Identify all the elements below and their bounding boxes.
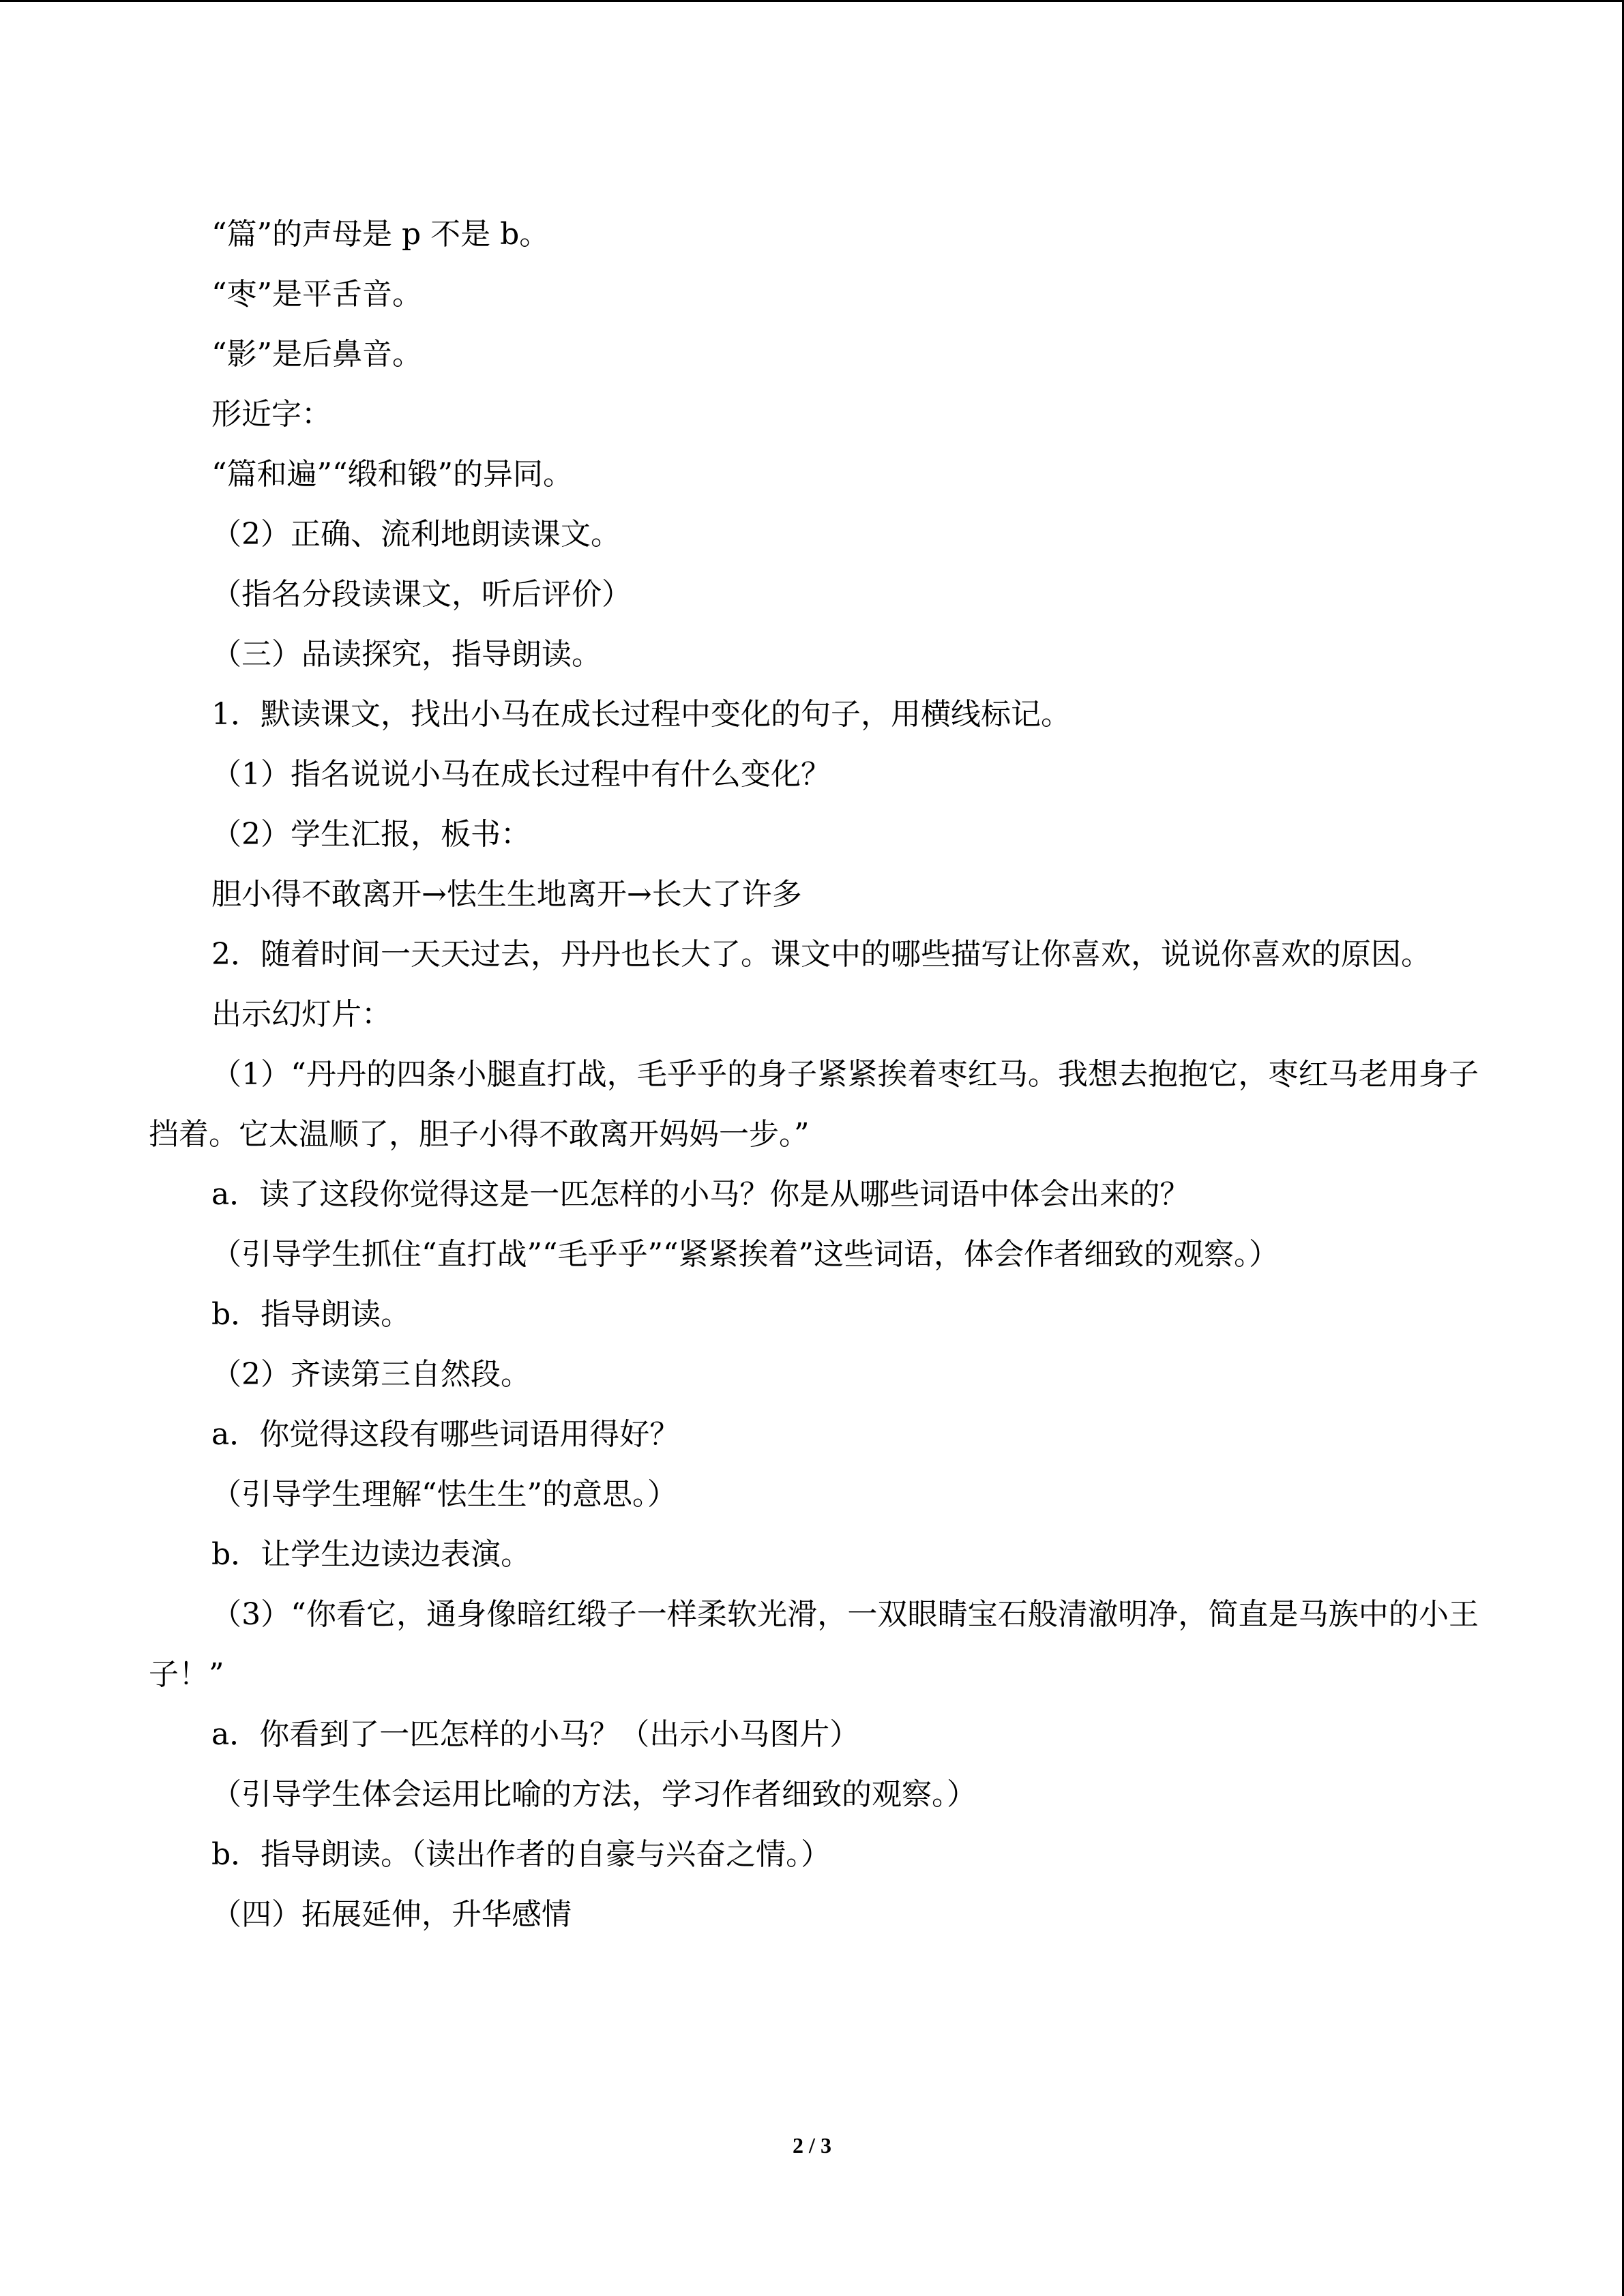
paragraph: 形近字：: [211, 397, 331, 432]
paragraph: b．让学生边读边表演。: [211, 1537, 531, 1572]
paragraph: a．你觉得这段有哪些词语用得好？: [211, 1417, 680, 1452]
document-body: [149, 205, 1479, 1945]
paragraph: （3）“你看它，通身像暗红缎子一样柔软光滑，一双眼睛宝石般清澈明净，简直是马族中的小王子！”: [149, 1597, 1479, 1692]
paragraph: （指名分段读课文，听后评价）: [211, 577, 632, 612]
section-heading: （三）品读探究，指导朗读。: [211, 637, 602, 672]
paragraph: （1）指名说说小马在成长过程中有什么变化？: [211, 757, 831, 792]
page-number: 2 / 3: [793, 2133, 831, 2158]
paragraph: （引导学生理解“怯生生”的意思。）: [211, 1477, 677, 1512]
paragraph: “枣”是平舌音。: [211, 277, 422, 312]
paragraph: （1）“丹丹的四条小腿直打战，毛乎乎的身子紧紧挨着枣红马。我想去抱抱它，枣红马老用身子挡着。它太温顺了，胆子小得不敢离开妈妈一步。”: [149, 1057, 1479, 1152]
paragraph: 出示幻灯片：: [211, 997, 392, 1032]
paragraph: “篇”的声母是 p 不是 b。: [211, 217, 550, 252]
paragraph: a．读了这段你觉得这是一匹怎样的小马？你是从哪些词语中体会出来的？: [211, 1177, 1190, 1212]
paragraph: （引导学生体会运用比喻的方法，学习作者细致的观察。）: [211, 1777, 977, 1812]
paragraph: 胆小得不敢离开→怯生生地离开→长大了许多: [211, 877, 802, 912]
paragraph: （2）齐读第三自然段。: [211, 1357, 531, 1392]
paragraph: （2）正确、流利地朗读课文。: [211, 517, 621, 552]
paragraph: a．你看到了一匹怎样的小马？（出示小马图片）: [211, 1717, 860, 1752]
paragraph: b．指导朗读。: [211, 1297, 411, 1332]
page-top-border: [0, 0, 1624, 2]
paragraph: （2）学生汇报，板书：: [211, 817, 531, 852]
paragraph: b．指导朗读。（读出作者的自豪与兴奋之情。）: [211, 1837, 831, 1872]
paragraph: “影”是后鼻音。: [211, 337, 422, 372]
paragraph: “篇和遍”“缎和锻”的异同。: [211, 457, 573, 492]
section-heading: （四）拓展延伸，升华感情: [211, 1897, 572, 1932]
paragraph: 2．随着时间一天天过去，丹丹也长大了。课文中的哪些描写让你喜欢，说说你喜欢的原因。: [211, 937, 1431, 972]
paragraph: （引导学生抓住“直打战”“毛乎乎”“紧紧挨着”这些词语，体会作者细致的观察。）: [211, 1237, 1279, 1272]
paragraph: 1．默读课文，找出小马在成长过程中变化的句子，用横线标记。: [211, 697, 1071, 732]
